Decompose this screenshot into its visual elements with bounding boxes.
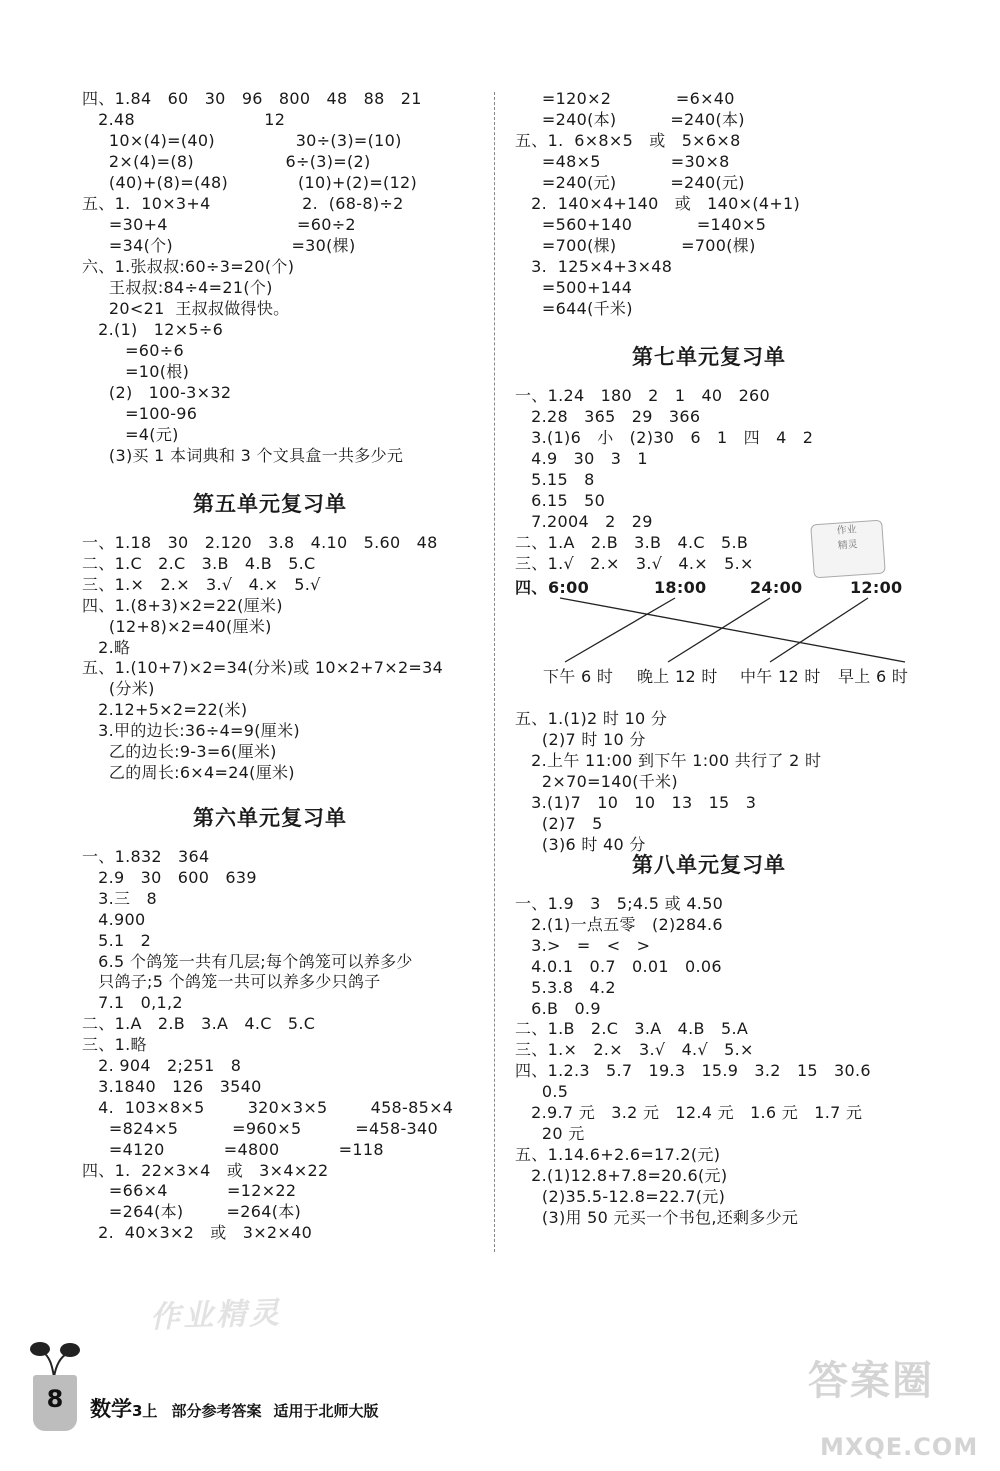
answer-line: 3.(1)7 10 10 13 15 3 [515,793,757,812]
answer-line: 乙的边长:9-3=6(厘米) [82,742,277,761]
answer-line: 2.9 30 600 639 [82,867,257,887]
answer-line: 四、1. 22×3×4 或 3×4×22 [82,1160,329,1180]
answer-line: 乙的周长:6×4=24(厘米) [82,762,295,782]
answer-line: 3.(1)6 小 (2)30 6 1 四 4 2 [515,428,814,447]
answer-line: =560+140 =140×5 [515,215,767,234]
answer-line: (分米) [82,679,155,699]
answer-line: 6.15 50 [515,491,606,510]
answer-line: 一、1.18 30 2.120 3.8 4.10 5.60 48 [82,533,438,552]
answer-line: 三、1.略 [82,1035,147,1055]
footer-subject: 数学 [90,1397,132,1421]
footer-grade: 3上 [132,1402,158,1420]
answer-line: =824×5 =960×5 =458-340 [82,1118,438,1138]
answer-line: (2)35.5-12.8=22.7(元) [515,1186,726,1206]
answer-line: (3)6 时 40 分 [515,835,646,854]
answer-line: 五、1.14.6+2.6=17.2(元) [515,1144,721,1164]
clock-time-1: 6:00 [548,578,589,597]
unit7-title: 第七单元复习单 [632,345,786,369]
answer-line: 一、1.24 180 2 1 40 260 [515,386,771,405]
answer-line: 二、1.C 2.C 3.B 4.B 5.C [82,553,316,573]
page-number: 8 [46,1385,64,1413]
answer-line: 3. 125×4+3×48 [515,257,673,276]
answer-line: (12+8)×2=40(厘米) [82,616,272,636]
stamp-mark [810,520,886,579]
answer-line: 2.略 [82,637,131,657]
clock-phrase-2: 晚上 12 时 [637,667,718,686]
answer-line: 2×70=140(千米) [515,772,678,791]
answer-line: 五、1.(10+7)×2=34(分米)或 10×2+7×2=34 [82,658,444,678]
answer-line: =4(元) [82,425,179,444]
answer-line: 4.0.1 0.7 0.01 0.06 [515,956,722,976]
answer-line: 二、1.B 2.C 3.A 4.B 5.A [515,1019,749,1039]
answer-line: =264(本) =264(本) [82,1202,302,1222]
answer-line: =60÷6 [82,341,184,360]
page-footer [0,1335,1000,1471]
answer-line: 6.B 0.9 [515,998,601,1018]
footer-edition: 适用于北师大版 [273,1402,379,1420]
answer-line: (40)+(8)=(48) (10)+(2)=(12) [82,173,418,192]
answer-line: 6.5 个鸽笼一共有几层;每个鸽笼可以养多少 [82,951,413,971]
answer-line: 2.12+5×2=22(米) [82,700,248,720]
answer-line: 三、1.√ 2.× 3.√ 4.× 5.× [515,554,754,573]
answer-line: 2.上午 11:00 到下午 1:00 共行了 2 时 [515,751,822,770]
answer-line: 四、1.84 60 30 96 800 48 88 21 [82,89,422,108]
answer-line: 3.三 8 [82,888,157,908]
answer-line: =700(棵) =700(棵) [515,236,756,255]
answer-line: 3.> = < > [515,935,651,955]
answer-line: 3.1840 126 3540 [82,1076,262,1096]
answer-line: =240(本) =240(本) [515,110,745,129]
answer-line: 二、1.A 2.B 3.A 4.C 5.C [82,1014,316,1034]
answer-line: 4.900 [82,909,146,929]
answer-line: 三、1.× 2.× 3.√ 4.√ 5.× [515,1040,754,1060]
answer-line: =100-96 [82,404,198,423]
answer-line: 5.1 2 [82,930,152,950]
answer-line: 一、1.832 364 [82,847,210,866]
answer-line: 2. 904 2;251 8 [82,1056,242,1075]
brand-watermark [808,1349,978,1464]
match-line-24-00 [668,598,770,662]
answer-line: =500+144 [515,278,633,297]
brand-logo: 答案圈 [808,1358,934,1404]
stamp-line-1: 作业 [836,524,858,537]
clock-phrase-4: 早上 6 时 [838,667,909,686]
answer-line: 2.48 12 [82,110,286,129]
match-line-18-00 [565,598,675,662]
answer-line: 2.(1)12.8+7.8=20.6(元) [515,1165,728,1185]
answer-line: =4120 =4800 =118 [82,1139,384,1159]
clock-time-2: 18:00 [654,578,707,597]
answer-line: 只鸽子;5 个鸽笼一共可以养多少只鸽子 [82,972,381,992]
unit8-title: 第八单元复习单 [632,853,786,877]
answer-line: 五、1. 10×3+4 2. (68-8)÷2 [82,194,404,213]
answer-line: =120×2 =6×40 [515,89,735,108]
clock-time-4: 12:00 [850,578,903,597]
footer-part: 部分参考答案 [171,1402,262,1420]
answer-line: 2.(1) 12×5÷6 [82,320,224,339]
answer-line: (3)买 1 本词典和 3 个文具盒一共多少元 [82,446,404,465]
answer-line: 20<21 王叔叔做得快。 [82,299,290,318]
answer-line: 2.28 365 29 366 [515,407,701,426]
answer-line: 2. 40×3×2 或 3×2×40 [82,1223,313,1243]
answer-line: =48×5 =30×8 [515,152,730,171]
answer-line: 2.9.7 元 3.2 元 12.4 元 1.6 元 1.7 元 [515,1103,863,1122]
answer-line: (2) 100-3×32 [82,383,232,402]
answer-line: 王叔叔:84÷4=21(个) [82,278,273,297]
watermark-text: 作业精灵 [149,1295,283,1336]
answer-line: 二、1.A 2.B 3.B 4.C 5.B [515,533,749,552]
footer-caption [90,1393,378,1423]
answer-line: =10(根) [82,362,190,381]
clock-time-3: 24:00 [750,578,803,597]
answer-line: =30+4 =60÷2 [82,215,356,234]
answer-line: 20 元 [515,1123,585,1143]
answer-line: 一、1.9 3 5;4.5 或 4.50 [515,894,724,913]
answer-line: =66×4 =12×22 [82,1181,297,1201]
answer-line: 10×(4)=(40) 30÷(3)=(10) [82,131,402,150]
answer-line: (2)7 时 10 分 [515,730,646,749]
sprout-icon [28,1335,88,1379]
answer-line: 5.15 8 [515,470,595,489]
answer-line: 5.3.8 4.2 [515,977,616,997]
answer-line: 2. 140×4+140 或 140×(4+1) [515,194,801,213]
answer-line: 三、1.× 2.× 3.√ 4.× 5.√ [82,574,321,594]
answer-line: (2)7 5 [515,814,603,833]
answer-line: 3.甲的边长:36÷4=9(厘米) [82,721,300,741]
clock-phrase-1: 下午 6 时 [543,667,614,686]
answer-line: 4.9 30 3 1 [515,449,648,468]
answer-line: 2×(4)=(8) 6÷(3)=(2) [82,152,371,171]
clock-phrase-3: 中午 12 时 [740,667,821,686]
answer-line: 五、1. 6×8×5 或 5×6×8 [515,131,741,150]
brand-url: MXQE.COM [820,1433,979,1461]
clock-question-label: 四、 [515,578,548,597]
unit5-title: 第五单元复习单 [193,492,347,516]
answer-line: =240(元) =240(元) [515,173,745,192]
answer-line: =34(个) =30(棵) [82,236,356,255]
answer-line: 7.2004 2 29 [515,512,653,531]
answer-line: 六、1.张叔叔:60÷3=20(个) [82,257,295,276]
answer-line: 0.5 [515,1082,569,1102]
answer-line: 五、1.(1)2 时 10 分 [515,709,668,728]
answer-line: (3)用 50 元买一个书包,还剩多少元 [515,1207,799,1227]
answer-line: 四、1.2.3 5.7 19.3 15.9 3.2 15 30.6 [515,1061,871,1081]
answer-line: 7.1 0,1,2 [82,993,183,1013]
page-number-pot [33,1375,77,1431]
answer-line: 4. 103×8×5 320×3×5 458-85×4 [82,1097,454,1117]
stamp-line-2: 精灵 [837,539,859,552]
answer-line: =644(千米) [515,299,633,318]
answer-line: 2.(1)一点五零 (2)284.6 [515,914,723,934]
answer-line: 四、1.(8+3)×2=22(厘米) [82,595,283,615]
unit6-title: 第六单元复习单 [193,806,347,830]
